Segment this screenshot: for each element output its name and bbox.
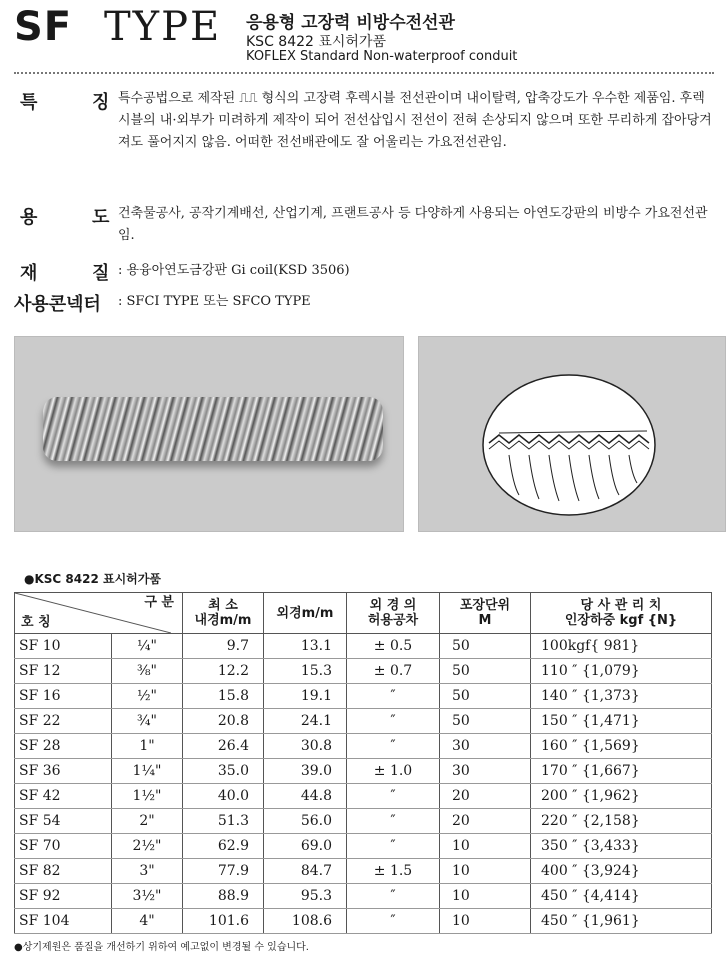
feature-text-3: : 용융아연도금강판 Gi coil(KSD 3506) (118, 263, 350, 278)
header-pull: 당 사 관 리 치 인장하중 kgf {N} (531, 593, 712, 634)
cell-tolerance: ″ (347, 784, 440, 809)
cell-pack: 10 (440, 884, 531, 909)
spec-table (14, 592, 712, 934)
cell-size: 4" (112, 909, 183, 934)
cell-pull: 220 ″ {2,158} (531, 809, 712, 834)
header-corner-cell (15, 593, 183, 634)
cell-size: ½" (112, 684, 183, 709)
conduit-pipe-image (43, 397, 383, 461)
cell-size: ⅜" (112, 659, 183, 684)
feature-label-3: 재 (20, 263, 38, 284)
cell-od: 13.1 (264, 634, 347, 659)
subtitle-korean: 응용형 고장력 비방수전선관 (246, 13, 455, 33)
cell-tolerance: ± 0.5 (347, 634, 440, 659)
feature-label-4: 사용콘넥터 (14, 294, 101, 315)
table-row (15, 734, 712, 759)
feature-text-4: : SFCI TYPE 또는 SFCO TYPE (118, 294, 311, 309)
cell-pull: 450 ″ {4,414} (531, 884, 712, 909)
cell-pull: 350 ″ {3,433} (531, 834, 712, 859)
cell-od: 69.0 (264, 834, 347, 859)
cell-od: 24.1 (264, 709, 347, 734)
cell-pack: 20 (440, 784, 531, 809)
header-pack: 포장단위 M (440, 593, 531, 634)
conduit-photo (14, 336, 404, 532)
cell-min-id: 101.6 (183, 909, 264, 934)
cell-pull: 150 ″ {1,471} (531, 709, 712, 734)
feature-label-2: 용 (20, 207, 38, 228)
cell-min-id: 26.4 (183, 734, 264, 759)
cross-section-svg (419, 337, 725, 531)
cell-min-id: 15.8 (183, 684, 264, 709)
feature-label-2b: 도 (92, 207, 110, 228)
header-name: 호 칭 (21, 615, 51, 630)
cell-od: 84.7 (264, 859, 347, 884)
header-division: 구 분 (144, 595, 174, 610)
cell-size: 1½" (112, 784, 183, 809)
table-row (15, 834, 712, 859)
header-tolerance: 외 경 의 허용공차 (347, 593, 440, 634)
cell-pack: 30 (440, 759, 531, 784)
cell-name: SF 104 (15, 909, 112, 934)
cell-tolerance: ± 1.0 (347, 759, 440, 784)
cell-name: SF 54 (15, 809, 112, 834)
cell-od: 95.3 (264, 884, 347, 909)
cell-pack: 50 (440, 684, 531, 709)
cell-min-id: 9.7 (183, 634, 264, 659)
cell-pack: 50 (440, 709, 531, 734)
table-row (15, 709, 712, 734)
cell-pack: 50 (440, 659, 531, 684)
header-min-id: 최 소 내경m/m (183, 593, 264, 634)
cell-pack: 10 (440, 859, 531, 884)
cell-od: 44.8 (264, 784, 347, 809)
cell-name: SF 12 (15, 659, 112, 684)
cell-name: SF 92 (15, 884, 112, 909)
cell-pull: 110 ″ {1,079} (531, 659, 712, 684)
cell-size: 1" (112, 734, 183, 759)
cell-pull: 100kgf{ 981} (531, 634, 712, 659)
cell-pull: 160 ″ {1,569} (531, 734, 712, 759)
cell-size: 2" (112, 809, 183, 834)
cell-name: SF 22 (15, 709, 112, 734)
cell-min-id: 51.3 (183, 809, 264, 834)
table-title: ●KSC 8422 표시허가품 (24, 572, 161, 586)
cell-min-id: 88.9 (183, 884, 264, 909)
header-od: 외경m/m (264, 593, 347, 634)
cell-tolerance: ″ (347, 909, 440, 934)
cell-od: 15.3 (264, 659, 347, 684)
cell-pull: 450 ″ {1,961} (531, 909, 712, 934)
subtitle-ksc: KSC 8422 표시허가품 (246, 34, 386, 50)
cell-size: 1¼" (112, 759, 183, 784)
cell-name: SF 10 (15, 634, 112, 659)
cell-min-id: 12.2 (183, 659, 264, 684)
cell-tolerance: ″ (347, 709, 440, 734)
cell-size: ¾" (112, 709, 183, 734)
cell-name: SF 16 (15, 684, 112, 709)
product-type-word: TYPE (104, 4, 222, 50)
cell-min-id: 35.0 (183, 759, 264, 784)
cell-name: SF 28 (15, 734, 112, 759)
header-divider (14, 72, 714, 74)
cell-tolerance: ″ (347, 684, 440, 709)
feature-label-3b: 질 (92, 263, 110, 284)
cell-min-id: 40.0 (183, 784, 264, 809)
cell-pack: 10 (440, 834, 531, 859)
table-body (15, 634, 712, 934)
table-row (15, 759, 712, 784)
cell-pack: 20 (440, 809, 531, 834)
feature-text-2: 건축물공사, 공작기계배선, 산업기계, 프랜트공사 등 다양하게 사용되는 아연도강판의 비방수 가요전선관임. (118, 206, 708, 243)
cell-min-id: 20.8 (183, 709, 264, 734)
cell-pull: 200 ″ {1,962} (531, 784, 712, 809)
cell-od: 19.1 (264, 684, 347, 709)
cell-pull: 140 ″ {1,373} (531, 684, 712, 709)
table-row (15, 684, 712, 709)
cell-od: 56.0 (264, 809, 347, 834)
feature-label-1b: 징 (92, 92, 110, 113)
cell-min-id: 77.9 (183, 859, 264, 884)
table-row (15, 859, 712, 884)
cell-tolerance: ″ (347, 834, 440, 859)
cell-od: 108.6 (264, 909, 347, 934)
cell-name: SF 82 (15, 859, 112, 884)
cell-pull: 170 ″ {1,667} (531, 759, 712, 784)
table-header-row (15, 593, 712, 634)
cell-tolerance: ± 0.7 (347, 659, 440, 684)
table-row (15, 784, 712, 809)
cell-pack: 50 (440, 634, 531, 659)
cell-pack: 10 (440, 909, 531, 934)
cell-name: SF 36 (15, 759, 112, 784)
cell-tolerance: ″ (347, 734, 440, 759)
cell-od: 30.8 (264, 734, 347, 759)
cell-pull: 400 ″ {3,924} (531, 859, 712, 884)
cell-tolerance: ″ (347, 809, 440, 834)
feature-text-1: 특수공법으로 제작된 ⎍⎍ 형식의 고장력 후렉시블 전선관이며 내이탈력, 압축강도가 우수한 제품임. 후렉시블의 내·외부가 미려하게 제작이 되어 전선삽입시 전선이 전혀 손상되지 않으며 또한 무리하게 잡아당겨져도 풀어지지 않음. 어떠한 전선배관에도 잘 어울리는 가요전선관임. (118, 91, 712, 150)
cell-size: 2½" (112, 834, 183, 859)
cell-tolerance: ″ (347, 884, 440, 909)
table-row (15, 634, 712, 659)
table-row (15, 884, 712, 909)
cell-size: 3½" (112, 884, 183, 909)
cell-name: SF 70 (15, 834, 112, 859)
cell-min-id: 62.9 (183, 834, 264, 859)
feature-label-1: 특 (20, 92, 38, 113)
cell-size: 3" (112, 859, 183, 884)
table-row (15, 659, 712, 684)
product-code: SF (14, 4, 73, 50)
footnote: ●상기제원은 품질을 개선하기 위하여 예고없이 변경될 수 있습니다. (14, 942, 309, 953)
cell-size: ¼" (112, 634, 183, 659)
table-row (15, 809, 712, 834)
cell-tolerance: ± 1.5 (347, 859, 440, 884)
subtitle-english: KOFLEX Standard Non-waterproof conduit (246, 49, 518, 64)
cell-name: SF 42 (15, 784, 112, 809)
cell-pack: 30 (440, 734, 531, 759)
cross-section-diagram (418, 336, 726, 532)
table-row (15, 909, 712, 934)
cell-od: 39.0 (264, 759, 347, 784)
